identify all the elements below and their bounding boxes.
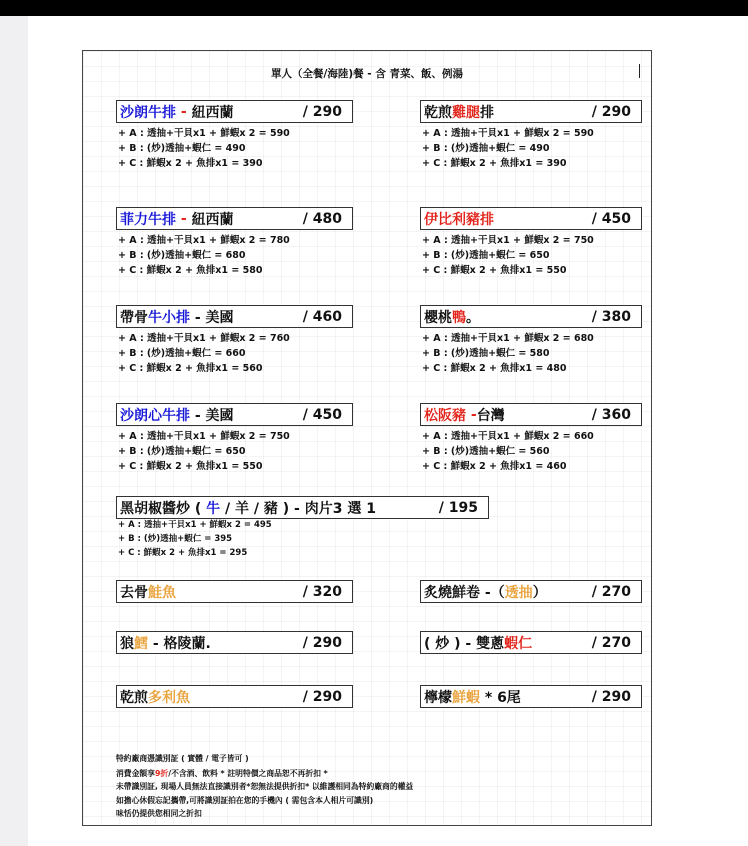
option-equals: =: [216, 548, 230, 558]
dish-price: / 380: [591, 308, 631, 325]
option-label: C : 鮮蝦x 2 + 魚排x1: [433, 158, 533, 169]
dish-name-part: 沙朗牛排: [120, 104, 181, 121]
option-equals: =: [201, 534, 215, 544]
option-line: [118, 125, 290, 139]
dish-name-part: 鮮蝦: [452, 689, 480, 706]
footer-line-2-post: /不含酒、飲料 * 註明特價之商品恕不再折扣 *: [168, 769, 328, 778]
plus-icon: +: [118, 235, 130, 246]
option-label: C : 鮮蝦x 2 + 魚排x1: [129, 158, 229, 169]
dish-header: [420, 305, 642, 328]
option-equals: =: [515, 348, 530, 359]
dish-name-part: - 美國: [190, 309, 234, 326]
option-line: [422, 443, 550, 457]
option-price: 295: [229, 548, 248, 558]
option-equals: =: [240, 520, 254, 530]
option-equals: =: [515, 446, 530, 457]
option-line: [118, 345, 246, 359]
plus-icon: +: [118, 265, 130, 276]
option-price: 590: [573, 128, 594, 139]
dish-name-part: 牛: [206, 500, 221, 517]
option-label: A : 透抽+干貝x1 + 鮮蝦x 2: [433, 235, 560, 246]
dish-name-part: 帶骨: [120, 309, 148, 326]
dish-name-part: 伊比利豬排: [424, 211, 494, 228]
dish-name-part: 炙燒鮮卷 -（: [424, 584, 505, 601]
option-label: A : 透抽+干貝x1 + 鮮蝦x 2: [128, 520, 241, 530]
option-price: 580: [242, 265, 263, 276]
dish-price: / 290: [302, 688, 342, 705]
footer-line-3: 未帶識別証, 現場人員無法直接識別者*恕無法提供折扣* 以維護相同為特約廠商的權益: [116, 782, 414, 791]
option-line: [118, 428, 290, 442]
plus-icon: +: [422, 461, 434, 472]
option-line: [118, 247, 246, 261]
dish-name-part: 紐西蘭: [191, 104, 234, 121]
plus-icon: +: [422, 333, 434, 344]
option-price: 580: [529, 348, 550, 359]
plus-icon: +: [422, 158, 434, 169]
dish-name-part: 排: [480, 104, 494, 121]
option-line: [118, 155, 262, 169]
title-divider: [639, 64, 640, 78]
plus-icon: +: [422, 265, 434, 276]
plus-icon: +: [422, 363, 434, 374]
option-line: [118, 232, 290, 246]
option-price: 680: [573, 333, 594, 344]
dish-price: / 480: [302, 210, 342, 227]
option-price: 650: [225, 446, 246, 457]
option-line: [422, 125, 594, 139]
option-label: C : 鮮蝦x 2 + 魚排x1: [433, 461, 533, 472]
option-label: A : 透抽+干貝x1 + 鮮蝦x 2: [129, 431, 256, 442]
option-line: [422, 232, 594, 246]
option-line: [422, 247, 550, 261]
plus-icon: +: [118, 348, 130, 359]
dish-header: [420, 580, 642, 603]
option-line: [118, 443, 246, 457]
dish-header: [116, 631, 353, 654]
option-label: B : (炒)透抽+蝦仁: [128, 534, 202, 544]
dish-header: [116, 685, 353, 708]
option-equals: =: [559, 431, 574, 442]
option-price: 390: [546, 158, 567, 169]
option-label: C : 鮮蝦x 2 + 魚排x1: [129, 461, 229, 472]
option-price: 550: [242, 461, 263, 472]
option-line: [118, 330, 290, 344]
option-equals: =: [255, 431, 270, 442]
dish-name-part: 紐西蘭: [191, 211, 234, 228]
option-equals: =: [532, 461, 547, 472]
dish-name-part: 雞腿: [452, 104, 480, 121]
dish-header: [116, 207, 353, 230]
option-label: A : 透抽+干貝x1 + 鮮蝦x 2: [433, 333, 560, 344]
dish-name-part: ( 炒 ) - 雙蔥: [424, 635, 505, 652]
dish-name-part: -: [180, 103, 192, 120]
option-price: 480: [546, 363, 567, 374]
option-label: A : 透抽+干貝x1 + 鮮蝦x 2: [129, 333, 256, 344]
plus-icon: +: [118, 143, 130, 154]
option-line: [118, 532, 232, 544]
option-label: A : 透抽+干貝x1 + 鮮蝦x 2: [129, 235, 256, 246]
dish-name-part: ）: [532, 584, 547, 601]
option-label: B : (炒)透抽+蝦仁: [129, 446, 212, 457]
option-price: 660: [225, 348, 246, 359]
option-line: [422, 428, 594, 442]
footer-line-5: 味恬仍提供您相同之折扣: [116, 809, 202, 818]
option-price: 460: [546, 461, 567, 472]
option-price: 550: [546, 265, 567, 276]
option-label: B : (炒)透抽+蝦仁: [433, 250, 516, 261]
dish-name-part: 去骨: [120, 584, 148, 601]
dish-header: [116, 496, 489, 519]
option-price: 590: [269, 128, 290, 139]
menu-title: 單人（全餐/海陸)餐 - 含 青菜、飯、例湯: [271, 68, 463, 80]
option-equals: =: [211, 143, 226, 154]
footer-line-1: 特約廠商憑識別証 ( 實體 / 電子皆可 ): [116, 754, 249, 763]
option-price: 780: [269, 235, 290, 246]
option-price: 560: [529, 446, 550, 457]
option-price: 750: [269, 431, 290, 442]
dish-price: / 290: [591, 103, 631, 120]
dish-name-part: 牛小排: [148, 309, 190, 326]
plus-icon: +: [118, 520, 129, 530]
dish-name-part: 菲力牛排: [120, 211, 181, 228]
option-label: B : (炒)透抽+蝦仁: [433, 143, 516, 154]
dish-price: / 270: [591, 583, 631, 600]
plus-icon: +: [422, 250, 434, 261]
option-line: [118, 360, 262, 374]
option-line: [118, 458, 262, 472]
dish-name-part: 鮭魚: [148, 584, 176, 601]
option-price: 750: [573, 235, 594, 246]
option-price: 395: [214, 534, 233, 544]
option-line: [118, 262, 262, 276]
dish-price: / 270: [591, 634, 631, 651]
plus-icon: +: [118, 363, 130, 374]
dish-header: [420, 403, 642, 426]
dish-price: / 290: [591, 688, 631, 705]
dish-name-part: / 羊 / 豬 ) - 肉片3 選 1: [220, 500, 376, 517]
dish-name-part: 黑胡椒醬炒 (: [120, 500, 207, 517]
dish-header: [116, 100, 353, 123]
dish-name-part: -: [470, 406, 477, 423]
option-price: 490: [225, 143, 246, 154]
option-equals: =: [255, 333, 270, 344]
footer-discount: 9折: [154, 769, 169, 778]
option-equals: =: [559, 235, 574, 246]
dish-price: / 290: [302, 634, 342, 651]
plus-icon: +: [118, 446, 130, 457]
dish-header: [116, 580, 353, 603]
option-equals: =: [228, 158, 243, 169]
option-equals: =: [211, 348, 226, 359]
dish-name-part: 多利魚: [148, 689, 190, 706]
option-line: [422, 360, 566, 374]
dish-name-part: 狼: [120, 635, 134, 652]
option-equals: =: [228, 265, 243, 276]
plus-icon: +: [118, 534, 129, 544]
footer-line-2-pre: 消費金額享: [116, 769, 155, 778]
option-label: B : (炒)透抽+蝦仁: [433, 348, 516, 359]
dish-name-part: 櫻桃: [424, 309, 452, 326]
option-price: 650: [529, 250, 550, 261]
footer-line-4: 如擔心休假忘記攜帶,可將識別証拍在您的手機內 ( 需包含本人相片可識別): [116, 796, 374, 805]
option-price: 560: [242, 363, 263, 374]
option-equals: =: [255, 235, 270, 246]
option-line: [422, 155, 566, 169]
plus-icon: +: [118, 250, 130, 261]
plus-icon: +: [422, 235, 434, 246]
option-price: 660: [573, 431, 594, 442]
dish-name-part: * 6尾: [480, 689, 521, 706]
option-equals: =: [228, 461, 243, 472]
option-label: A : 透抽+干貝x1 + 鮮蝦x 2: [433, 128, 560, 139]
option-equals: =: [515, 250, 530, 261]
option-equals: =: [515, 143, 530, 154]
option-label: C : 鮮蝦x 2 + 魚排x1: [129, 363, 229, 374]
dish-header: [420, 631, 642, 654]
option-line: [422, 345, 550, 359]
dish-name-part: 。: [466, 309, 480, 326]
dish-price: / 290: [302, 103, 342, 120]
plus-icon: +: [118, 461, 130, 472]
option-equals: =: [532, 158, 547, 169]
option-label: A : 透抽+干貝x1 + 鮮蝦x 2: [433, 431, 560, 442]
dish-name-part: 鱈: [134, 635, 148, 652]
dish-name-part: - 格陵蘭.: [148, 635, 211, 652]
dish-name-part: -: [180, 210, 192, 227]
dish-header: [420, 685, 642, 708]
option-label: B : (炒)透抽+蝦仁: [129, 348, 212, 359]
option-label: B : (炒)透抽+蝦仁: [129, 143, 212, 154]
dish-name-part: 透抽: [504, 584, 533, 601]
plus-icon: +: [118, 431, 130, 442]
dish-name-part: - 美國: [194, 407, 234, 424]
dish-header: [420, 207, 642, 230]
option-price: 390: [242, 158, 263, 169]
option-label: C : 鮮蝦x 2 + 魚排x1: [128, 548, 217, 558]
option-price: 760: [269, 333, 290, 344]
option-line: [118, 518, 272, 530]
plus-icon: +: [118, 333, 130, 344]
plus-icon: +: [422, 128, 434, 139]
option-equals: =: [559, 128, 574, 139]
option-line: [422, 262, 566, 276]
dish-name-part: 蝦仁: [504, 635, 533, 652]
option-line: [118, 140, 246, 154]
option-line: [422, 458, 566, 472]
dish-header: [116, 403, 353, 426]
option-equals: =: [532, 265, 547, 276]
top-bar: [0, 0, 748, 16]
footer-line-2: [116, 768, 328, 779]
plus-icon: +: [118, 548, 129, 558]
option-line: [422, 330, 594, 344]
option-equals: =: [228, 363, 243, 374]
dish-price: / 460: [302, 308, 342, 325]
option-line: [422, 140, 550, 154]
option-line: [118, 546, 247, 558]
option-price: 680: [225, 250, 246, 261]
dish-header: [420, 100, 642, 123]
option-equals: =: [532, 363, 547, 374]
option-price: 490: [529, 143, 550, 154]
dish-price: / 450: [591, 210, 631, 227]
dish-price: / 320: [302, 583, 342, 600]
option-equals: =: [211, 446, 226, 457]
plus-icon: +: [422, 348, 434, 359]
dish-name-part: 乾煎: [424, 104, 452, 121]
dish-header: [116, 305, 353, 328]
dish-price: / 450: [302, 406, 342, 423]
option-label: C : 鮮蝦x 2 + 魚排x1: [129, 265, 229, 276]
option-label: B : (炒)透抽+蝦仁: [129, 250, 212, 261]
option-label: C : 鮮蝦x 2 + 魚排x1: [433, 363, 533, 374]
dish-name-part: 沙朗心牛排: [120, 407, 195, 424]
option-label: B : (炒)透抽+蝦仁: [433, 446, 516, 457]
option-equals: =: [255, 128, 270, 139]
dish-name-part: 鴨: [452, 309, 466, 326]
plus-icon: +: [422, 446, 434, 457]
plus-icon: +: [118, 128, 130, 139]
plus-icon: +: [422, 431, 434, 442]
option-price: 495: [253, 520, 272, 530]
plus-icon: +: [422, 143, 434, 154]
dish-price: / 195: [438, 499, 478, 516]
option-label: C : 鮮蝦x 2 + 魚排x1: [433, 265, 533, 276]
plus-icon: +: [118, 158, 130, 169]
dish-name-part: 檸檬: [424, 689, 452, 706]
option-equals: =: [211, 250, 226, 261]
dish-name-part: 台灣: [476, 407, 505, 424]
option-equals: =: [559, 333, 574, 344]
dish-name-part: 松阪豬: [424, 407, 471, 424]
dish-price: / 360: [591, 406, 631, 423]
option-label: A : 透抽+干貝x1 + 鮮蝦x 2: [129, 128, 256, 139]
dish-name-part: 乾煎: [120, 689, 148, 706]
